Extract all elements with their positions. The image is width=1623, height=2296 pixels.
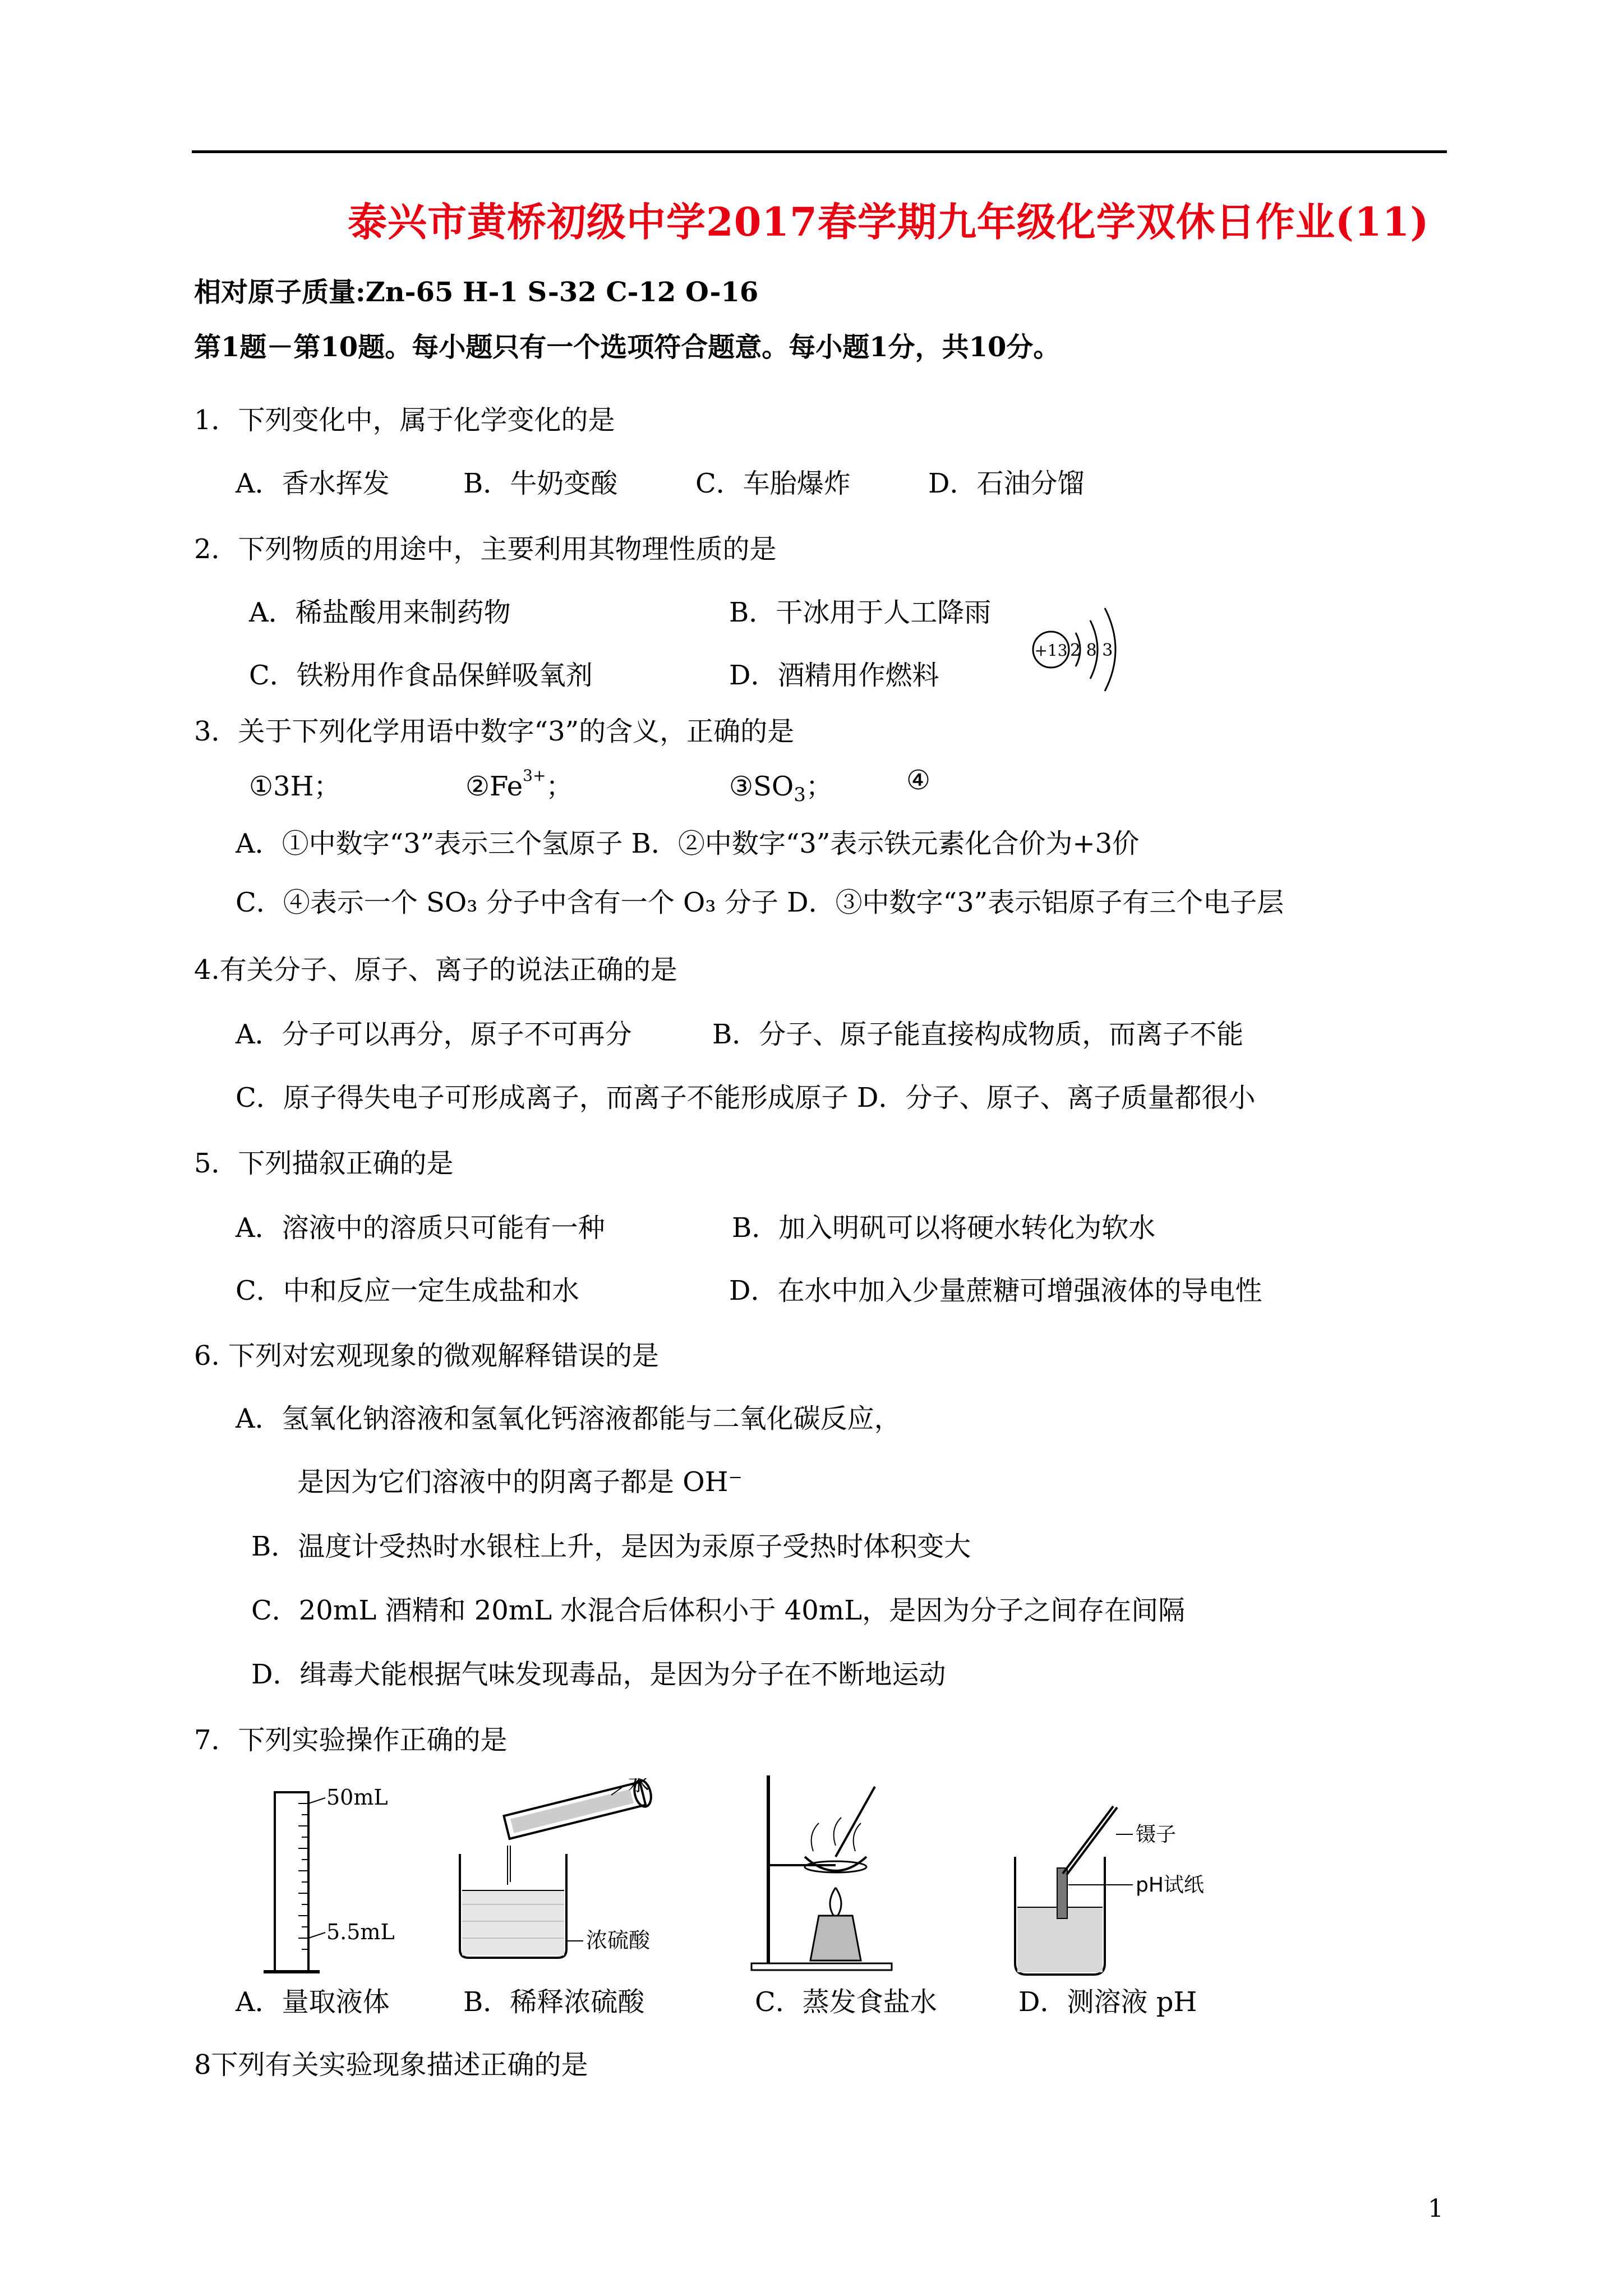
q4-option-a: A．分子可以再分，原子不可再分 [236,1019,632,1050]
q6-stem: 6. 下列对宏观现象的微观解释错误的是 [194,1340,660,1372]
q2-option-a: A．稀盐酸用来制药物 [249,597,511,628]
q7-option-c: C．蒸发食盐水 [755,1986,937,2018]
q4-option-b: B．分子、原子能直接构成物质，而离子不能 [712,1019,1244,1050]
q3-item-2: $②Fe^{3+}$； [465,766,573,802]
fig-b-water-label: 水 [628,1778,650,1796]
q2-option-b: B．干冰用于人工降雨 [729,597,992,628]
section-instruction: 第1题－第10题。每小题只有一个选项符合题意。每小题1分，共10分。 [194,332,1061,363]
q1-stem: 1．下列变化中，属于化学变化的是 [194,404,615,436]
fig-b-acid-label: 浓硫酸 [586,1928,651,1953]
q6-option-a-line1: A．氢氧化钠溶液和氢氧化钙溶液都能与二氧化碳反应， [236,1403,901,1434]
q3-item-4: ④ [906,765,931,796]
q6-option-c: C．20mL 酒精和 20mL 水混合后体积小于 40mL，是因为分子之间存在间隔 [251,1595,1186,1626]
header-rule [192,150,1447,153]
q5-option-b: B．加入明矾可以将硬水转化为软水 [732,1212,1156,1244]
q2-option-c: C．铁粉用作食品保鲜吸氧剂 [249,660,593,691]
q3-item-1: ①3H； [249,771,341,802]
q3-options-cd: C．④表示一个 SO₃ 分子中含有一个 O₃ 分子 D．③中数字“3”表示铝原子有三个电子层 [236,887,1284,918]
q5-option-d: D．在水中加入少量蔗糖可增强液体的导电性 [729,1275,1262,1306]
fig-d-tweezers-label: 镊子 [1136,1823,1177,1846]
fig-a-top-label: 50mL [326,1785,388,1810]
q8-stem: 8下列有关实验现象描述正确的是 [194,2049,588,2081]
q7-option-a: A．量取液体 [236,1986,390,2018]
page-number: 1 [1428,2194,1444,2223]
q1-option-b: B．牛奶变酸 [463,468,618,499]
q1-option-d: D．石油分馏 [928,468,1085,499]
fig-evaporation [740,1767,909,1975]
atom-shell-label: 2 8 3 [1070,641,1113,660]
q6-option-d: D．缉毒犬能根据气味发现毒品，是因为分子在不断地运动 [251,1659,946,1690]
q2-option-d: D．酒精用作燃料 [729,660,939,691]
q7-stem: 7．下列实验操作正确的是 [194,1724,508,1756]
aluminum-atom-diagram [1031,583,1132,707]
q5-option-a: A．溶液中的溶质只可能有一种 [236,1212,605,1244]
fig-ph-test [1009,1795,1223,1980]
q2-stem: 2．下列物质的用途中，主要利用其物理性质的是 [194,533,777,565]
fig-a-bottom-label: 5.5mL [326,1920,395,1944]
q7-option-d: D．测溶液 pH [1018,1986,1197,2018]
q1-option-c: C．车胎爆炸 [695,468,851,499]
atom-nucleus-label: +13 [1034,641,1068,660]
q6-option-b: B．温度计受热时水银柱上升，是因为汞原子受热时体积变大 [251,1531,971,1562]
q4-stem: 4.有关分子、原子、离子的说法正确的是 [194,954,677,986]
q7-option-b: B．稀释浓硫酸 [463,1986,645,2018]
q5-option-c: C．中和反应一定生成盐和水 [236,1275,579,1306]
fig-d-paper-label: pH试纸 [1136,1874,1204,1897]
q6-option-a-line2: 是因为它们溶液中的阴离子都是 OH⁻ [297,1466,743,1498]
fig-diluting-acid [449,1778,684,1963]
q3-stem: 3．关于下列化学用语中数字“3”的含义，正确的是 [194,716,795,747]
atomic-mass-line: 相对原子质量:Zn-65 H-1 S-32 C-12 O-16 [194,277,759,308]
fig-graduated-cylinder [264,1781,421,1994]
q4-options-cd: C．原子得失电子可形成离子，而离子不能形成原子 D．分子、原子、离子质量都很小 [236,1082,1256,1114]
q5-stem: 5．下列描叙正确的是 [194,1148,454,1179]
page-title: 泰兴市黄桥初级中学2017春学期九年级化学双休日作业(11) [348,199,1430,245]
q3-item-3: $③SO_3$； [729,771,833,806]
q1-option-a: A．香水挥发 [236,468,390,499]
q3-options-ab: A．①中数字“3”表示三个氢原子 B．②中数字“3”表示铁元素化合价为+3价 [236,828,1140,859]
